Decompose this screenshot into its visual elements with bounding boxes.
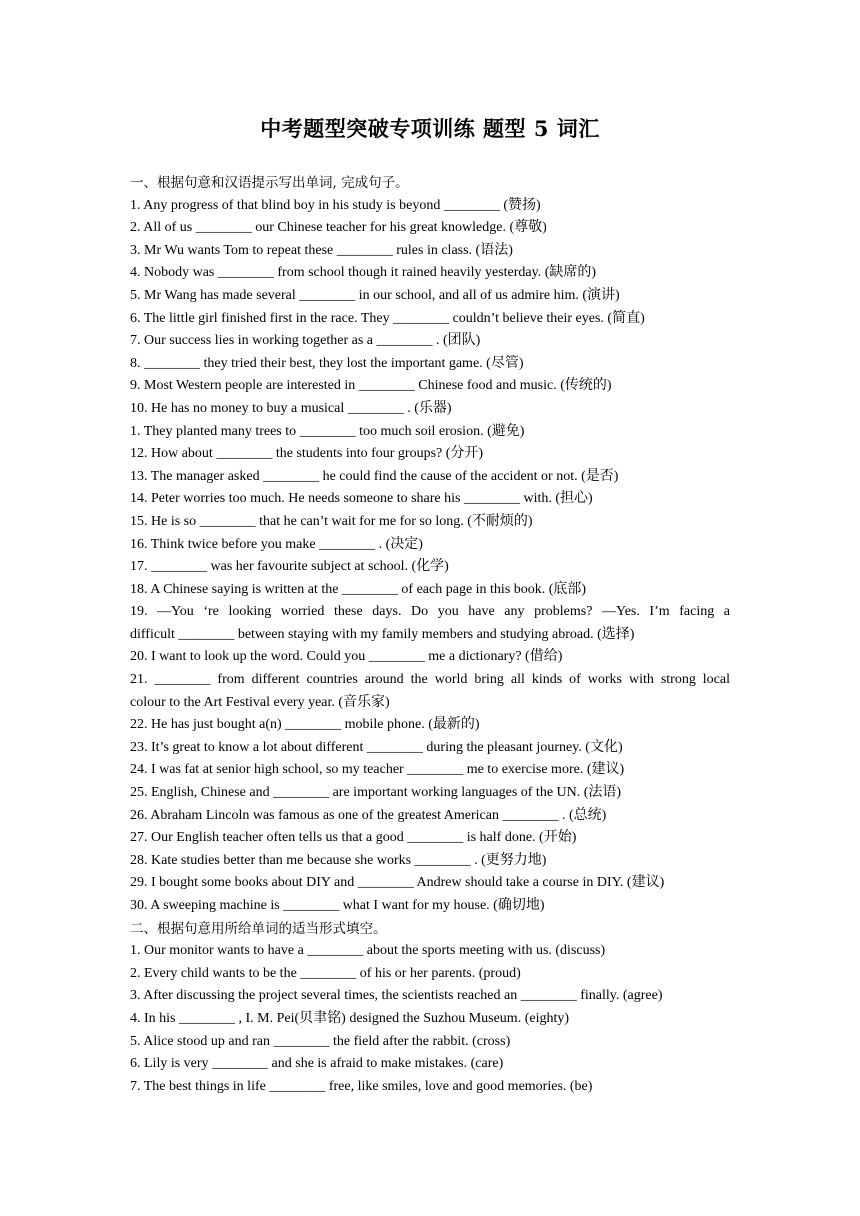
exercise-item: 7. Our success lies in working together as a ________ . (团队)	[130, 333, 481, 349]
exercise-item: 25. English, Chinese and ________ are important working languages of the UN. (法语)	[130, 785, 622, 801]
exercise-item: 3. After discussing the project several times, the scientists reached an ________ finally. (agree)	[130, 988, 663, 1004]
exercise-item: 2. All of us ________ our Chinese teacher for his great knowledge. (尊敬)	[130, 220, 547, 236]
exercise-item: 3. Mr Wu wants Tom to repeat these ________ rules in class. (语法)	[130, 242, 513, 258]
exercise-item: 30. A sweeping machine is ________ what I want for my house. (确切地)	[130, 898, 545, 913]
exercise-item: 24. I was fat at senior high school, so my teacher ________ me to exercise more. (建议)	[130, 762, 625, 778]
exercise-item-19-line-1: 19. —You ‘re looking worried these days. Do you have any problems? —Yes. I’m facing a	[130, 604, 730, 620]
exercise-item: 1. Our monitor wants to have a ________ about the sports meeting with us. (discuss)	[130, 943, 606, 959]
exercise-item: 22. He has just bought a(n) ________ mobile phone. (最新的)	[130, 717, 480, 733]
exercise-item: 1. Any progress of that blind boy in his study is beyond ________ (赞扬)	[130, 197, 541, 213]
exercise-item: 12. How about ________ the students into four groups? (分开)	[130, 446, 484, 462]
exercise-item: 10. He has no money to buy a musical ________ . (乐器)	[130, 400, 452, 416]
exercise-item: 5. Mr Wang has made several ________ in our school, and all of us admire him. (演讲)	[130, 287, 620, 303]
page-title: 中考题型突破专项训练 题型 5 词汇	[260, 116, 600, 141]
exercise-item-19-line-2: difficult ________ between staying with my family members and studying abroad. (选择)	[130, 626, 635, 642]
exercise-item: 4. Nobody was ________ from school though it rained heavily yesterday. (缺席的)	[130, 265, 597, 281]
exercise-item: 13. The manager asked ________ he could find the cause of the accident or not. (是否)	[130, 468, 619, 484]
exercise-item: 8. ________ they tried their best, they lost the important game. (尽管)	[130, 355, 524, 371]
exercise-item: 4. In his ________ , I. M. Pei(贝聿铭) designed the Suzhou Museum. (eighty)	[130, 1010, 570, 1026]
exercise-item: 6. Lily is very ________ and she is afraid to make mistakes. (care)	[130, 1056, 504, 1072]
section-1-heading: 一、根据句意和汉语提示写出单词, 完成句子。	[130, 175, 409, 191]
exercise-item: 29. I bought some books about DIY and ________ Andrew should take a course in DIY. (建议)	[130, 875, 665, 891]
exercise-item: 20. I want to look up the word. Could you ________ me a dictionary? (借给)	[130, 649, 563, 665]
exercise-item-21-line-1: 21. ________ from different countries around the world bring all kinds of works with strong local	[130, 672, 730, 688]
exercise-item-21-line-2: colour to the Art Festival every year. (音乐家)	[130, 694, 390, 710]
exercise-item: 27. Our English teacher often tells us that a good ________ is half done. (开始)	[130, 830, 577, 846]
exercise-item: 15. He is so ________ that he can’t wait for me for so long. (不耐烦的)	[130, 513, 533, 529]
exercise-item: 26. Abraham Lincoln was famous as one of the greatest American ________ . (总统)	[130, 807, 607, 823]
exercise-item: 23. It’s great to know a lot about different ________ during the pleasant journey. (文化)	[130, 739, 623, 755]
exercise-item: 5. Alice stood up and ran ________ the field after the rabbit. (cross)	[130, 1033, 511, 1049]
exercise-item: 1. They planted many trees to ________ too much soil erosion. (避免)	[130, 423, 525, 439]
exercise-item: 9. Most Western people are interested in ________ Chinese food and music. (传统的)	[130, 378, 612, 394]
exercise-item: 17. ________ was her favourite subject at school. (化学)	[130, 559, 449, 575]
document-body	[130, 172, 730, 1098]
exercise-item: 7. The best things in life ________ free, like smiles, love and good memories. (be)	[130, 1078, 593, 1094]
exercise-item: 6. The little girl finished first in the race. They ________ couldn’t believe their eyes. (简直)	[130, 310, 645, 326]
exercise-item: 28. Kate studies better than me because she works ________ . (更努力地)	[130, 852, 547, 868]
exercise-item: 18. A Chinese saying is written at the ________ of each page in this book. (底部)	[130, 581, 587, 597]
exercise-item: 14. Peter worries too much. He needs someone to share his ________ with. (担心)	[130, 491, 593, 507]
exercise-item: 16. Think twice before you make ________ . (决定)	[130, 536, 423, 552]
exercise-item: 2. Every child wants to be the ________ of his or her parents. (proud)	[130, 965, 521, 981]
section-2-heading: 二、根据句意用所给单词的适当形式填空。	[130, 920, 387, 937]
